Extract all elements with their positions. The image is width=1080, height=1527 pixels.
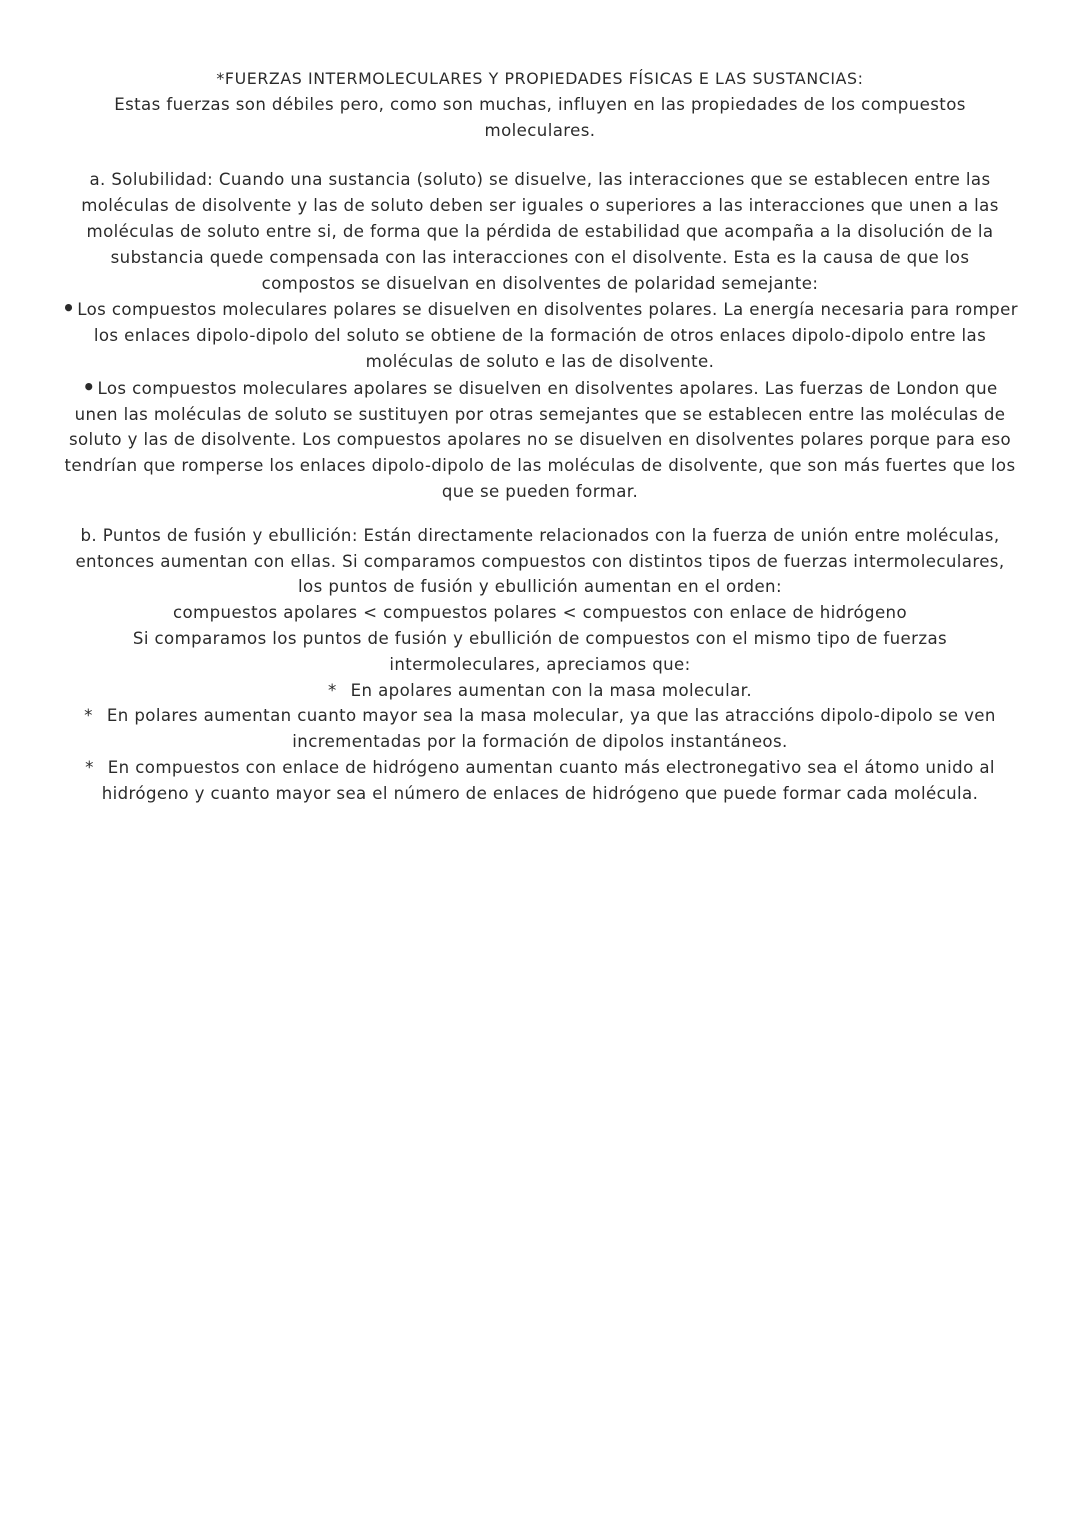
melting-point-hydrogen bbox=[62, 755, 1018, 807]
spacer bbox=[62, 505, 1018, 523]
asterisk-icon: * bbox=[327, 680, 337, 700]
point-text: En compuestos con enlace de hidrógeno aumentan cuanto más electronegativo sea el átomo unido al hidrógeno y cuanto mayor sea el número de enlaces de hidrógeno que puede formar cada molécula. bbox=[101, 757, 995, 803]
melting-point-polar bbox=[62, 703, 1018, 755]
melting-point-apolar bbox=[62, 678, 1018, 704]
melting-paragraph: b. Puntos de fusión y ebullición: Están directamente relacionados con la fuerza de unión entre moléculas, entonces aumentan con ellas. Si comparamos compuestos con distintos tipos de fuerzas intermoleculares, los puntos de fusión y ebullición aumentan en el orden: bbox=[75, 525, 1005, 597]
point-text: En polares aumentan cuanto mayor sea la masa molecular, ya que las atraccións dipolo-dipolo se ven incrementadas por la formación de dipolos instantáneos. bbox=[106, 706, 996, 752]
document-page bbox=[62, 66, 1018, 807]
asterisk-icon: * bbox=[85, 757, 94, 777]
bullet-text: Los compuestos moleculares polares se disuelven en disolventes polares. La energía necesaria para romper los enlaces dipolo-dipolo del soluto se obtiene de la formación de otros enlaces dipolo-dipolo entre las moléculas de soluto e las de disolvente. bbox=[77, 300, 1018, 371]
melting-comparison: Si comparamos los puntos de fusión y ebullición de compuestos con el mismo tipo de fuerzas intermoleculares, apreciamos que: bbox=[132, 628, 948, 674]
bullet-dot-icon: • bbox=[82, 374, 96, 399]
melting-order: compuestos apolares < compuestos polares < compuestos con enlace de hidrógeno bbox=[172, 603, 908, 623]
solubility-bullet-apolar bbox=[62, 375, 1018, 505]
page-title: *FUERZAS INTERMOLECULARES Y PROPIEDADES FÍSICAS E LAS SUSTANCIAS: bbox=[216, 69, 864, 88]
bullet-dot-icon: • bbox=[62, 296, 76, 321]
asterisk-icon: * bbox=[84, 706, 93, 726]
point-text: En apolares aumentan con la masa molecular. bbox=[350, 680, 753, 700]
solubility-bullet-polar bbox=[62, 296, 1018, 374]
solubility-paragraph: a. Solubilidad: Cuando una sustancia (soluto) se disuelve, las interacciones que se establecen entre las moléculas de disolvente y las de soluto deben ser iguales o superiores a las interacciones que unen a las moléculas de soluto entre si, de forma que la pérdida de estabilidad que acompaña a la disolución de la substancia quede compensada con las interacciones con el disolvente. Esta es la causa de que los compostos se disuelvan en disolventes de polaridad semejante: bbox=[81, 170, 999, 293]
bullet-text: Los compuestos moleculares apolares se disuelven en disolventes apolares. Las fuerzas de London que unen las moléculas de soluto se sustituyen por otras semejantes que se establecen entre las moléculas de soluto y las de disolvente. Los compuestos apolares no se disuelven en disolventes polares porque para eso tendrían que romperse los enlaces dipolo-dipolo de las moléculas de disolvente, que son más fuertes que los que se pueden formar. bbox=[64, 378, 1016, 501]
intro-paragraph: Estas fuerzas son débiles pero, como son muchas, influyen en las propiedades de los compuestos moleculares. bbox=[114, 94, 966, 140]
spacer bbox=[62, 143, 1018, 167]
